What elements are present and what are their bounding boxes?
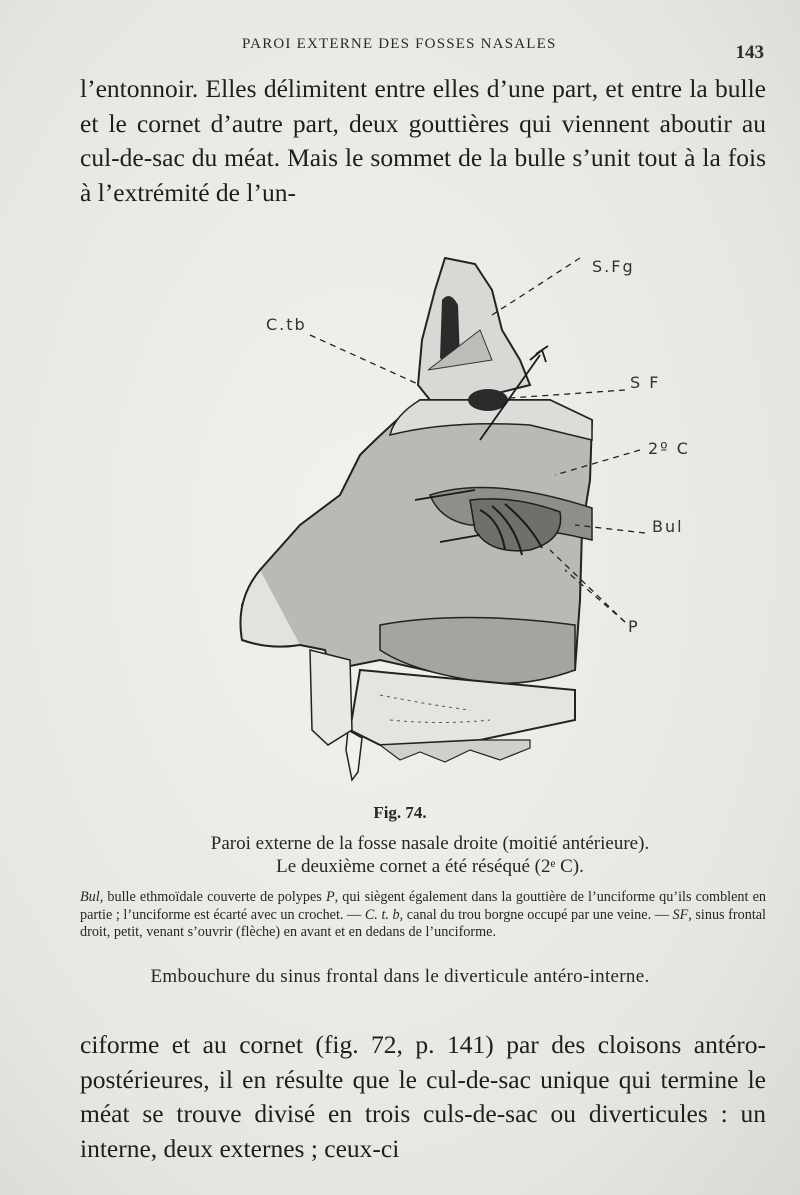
figure-number: Fig. 74. — [373, 803, 427, 822]
label-bul: Bul — [652, 517, 684, 536]
page-number: 143 — [735, 42, 764, 63]
running-head — [0, 36, 800, 63]
legend-text-4: , sinus frontal droit, petit, venant s’ouvrir (flèche) en avant et en dedans de l’unciforme. — [80, 906, 766, 940]
incisor-tooth — [346, 730, 362, 780]
figure-legend — [80, 889, 766, 942]
label-sfg: S.Fg — [592, 257, 635, 276]
legend-term-bul: Bul — [80, 889, 100, 905]
palate-bone — [350, 670, 575, 745]
legend-term-sf: SF — [672, 906, 689, 923]
inferior-turbinate — [380, 618, 575, 684]
label-ctb: C.tb — [266, 315, 307, 334]
upper-lip-stub — [310, 650, 352, 745]
figure-caption-line-1: Paroi externe de la fosse nasale droite (moitié antérieure). — [210, 833, 650, 854]
label-second-cornet: 2º C — [648, 439, 690, 458]
running-title: PAROI EXTERNE DES FOSSES NASALES — [242, 36, 557, 52]
body-paragraph-bottom: ciforme et au cornet (fig. 72, p. 141) par des cloisons antéro-postérieures, il en résulte que le cul-de-sac unique qui termine le méat se trouve divisé en trois culs-de-sac ou diverticules : un interne, deux externes ; ceux-ci — [80, 1030, 766, 1163]
legend-term-p: P — [325, 889, 335, 905]
legend-text-3: , canal du trou borgne occupé par une veine. — — [399, 906, 673, 923]
label-sf: S F — [630, 373, 661, 392]
section-subtitle: Embouchure du sinus frontal dans le diverticule antéro-interne. — [150, 966, 650, 987]
label-p: P — [628, 617, 640, 636]
frontal-bone — [418, 258, 530, 400]
nasal-wall-illustration — [230, 250, 710, 790]
legend-text-1: , bulle ethmoïdale couverte de polypes — [99, 889, 326, 905]
legend-term-ctb: C. t. b — [364, 906, 400, 923]
figure-caption-line-2: Le deuxième cornet a été réséqué (2ᵉ C). — [276, 856, 584, 877]
anatomical-figure — [230, 250, 710, 790]
figure-caption — [0, 832, 800, 878]
legend-text-2: , qui siègent également dans la gouttière de l’unciforme qu’ils comblent en partie ; l’unciforme est écarté avec un crochet. — — [80, 889, 766, 923]
body-paragraph-top: l’entonnoir. Elles délimitent entre elles d’une part, et entre la bulle et le cornet d’autre part, deux gouttières qui viennent aboutir au cul-de-sac du méat. Mais le sommet de la bulle s’unit tout à la fois à l’extrémité de l’un- — [80, 74, 766, 207]
